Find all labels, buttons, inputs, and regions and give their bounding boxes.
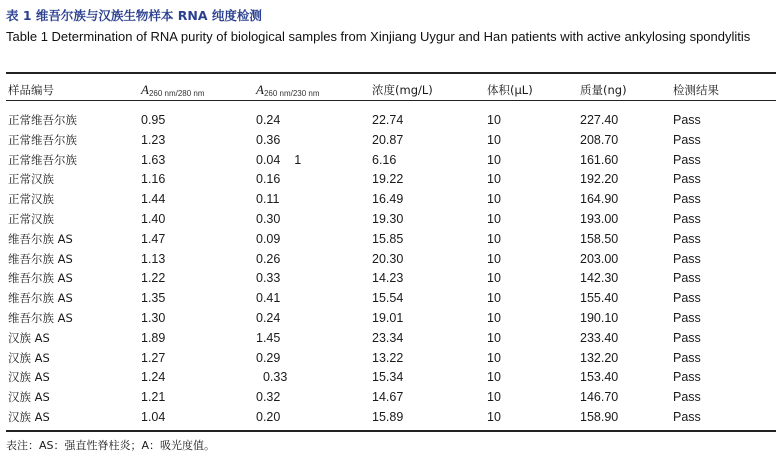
cell-sample-id: 正常汉族 [8, 212, 54, 226]
cell-a260-280: 1.23 [141, 132, 166, 147]
cell-result: Pass [673, 311, 701, 325]
cell-a260-280: 1.13 [141, 251, 166, 266]
cell-volume: 10 [487, 192, 501, 207]
cell-sample-id: 正常维吾尔族 [8, 113, 77, 127]
cell-concentration: 20.30 [372, 251, 404, 266]
cell-sample-id: 维吾尔族 AS [8, 251, 73, 266]
cell-a260-280: 1.22 [141, 271, 166, 286]
cell-mass: 158.50 [580, 231, 619, 246]
cell-a260-230: 0.29 [256, 350, 281, 365]
cell-concentration: 16.49 [372, 192, 404, 207]
cell-sample-id: 正常维吾尔族 [8, 132, 77, 147]
cell-a260-230: 0.30 [256, 212, 281, 226]
table-row [0, 268, 782, 288]
cell-mass: 193.00 [580, 212, 619, 226]
cell-a260-230: 0.04 1 [256, 152, 302, 167]
table-row [0, 288, 782, 308]
cell-volume: 10 [487, 251, 501, 266]
cell-sample-id: 正常维吾尔族 [8, 152, 77, 167]
cell-a260-280: 0.95 [141, 113, 166, 127]
cell-mass: 227.40 [580, 113, 619, 127]
cell-result: Pass [673, 212, 701, 226]
cell-result: Pass [673, 172, 701, 187]
table-row [0, 308, 782, 328]
cell-result: Pass [673, 192, 701, 207]
table-row [0, 110, 782, 130]
cell-mass: 192.20 [580, 172, 619, 187]
header-result: 检测结果 [673, 83, 719, 97]
cell-concentration: 15.54 [372, 291, 404, 306]
cell-volume: 10 [487, 350, 501, 365]
header-mass: 质量(ng) [580, 83, 627, 97]
cell-concentration: 14.23 [372, 271, 404, 286]
cell-sample-id: 维吾尔族 AS [8, 311, 73, 325]
cell-concentration: 23.34 [372, 330, 404, 345]
cell-sample-id: 汉族 AS [8, 390, 50, 405]
header-a260-280-letter: A [141, 82, 149, 97]
cell-a260-280: 1.63 [141, 152, 166, 167]
cell-a260-280: 1.24 [141, 370, 166, 385]
header-concentration: 浓度(mg/L) [372, 83, 433, 97]
table-caption-cn: 表 1 维吾尔族与汉族生物样本 RNA 纯度检测 [6, 8, 262, 23]
cell-mass: 203.00 [580, 251, 619, 266]
cell-result: Pass [673, 370, 701, 385]
table-caption-en: Table 1 Determination of RNA purity of biological samples from Xinjiang Uygur and Han patients with active ankylosing spondylitis [6, 29, 751, 44]
cell-volume: 10 [487, 132, 501, 147]
table-row [0, 367, 782, 387]
table-row [0, 169, 782, 189]
table-row [0, 130, 782, 150]
table-row [0, 328, 782, 348]
header-a260-230-subscript: 260 nm/230 nm [263, 89, 320, 98]
cell-a260-230: 0.36 [256, 132, 281, 147]
cell-volume: 10 [487, 152, 501, 167]
cell-volume: 10 [487, 271, 501, 286]
cell-a260-230: 0.33 [256, 271, 281, 286]
cell-result: Pass [673, 132, 701, 147]
cell-volume: 10 [487, 410, 501, 424]
cell-sample-id: 维吾尔族 AS [8, 271, 73, 286]
table-row [0, 189, 782, 209]
cell-mass: 164.90 [580, 192, 619, 207]
cell-volume: 10 [487, 113, 501, 127]
table-header-row [0, 80, 782, 100]
header-a260-230-letter: A [256, 82, 264, 97]
table-row [0, 209, 782, 229]
cell-result: Pass [673, 410, 701, 424]
header-a260-280-subscript: 260 nm/280 nm [148, 89, 205, 98]
cell-a260-230: 0.32 [256, 390, 281, 405]
cell-result: Pass [673, 291, 701, 306]
cell-volume: 10 [487, 172, 501, 187]
cell-a260-230: 0.41 [256, 291, 281, 306]
cell-sample-id: 维吾尔族 AS [8, 291, 73, 306]
cell-a260-230: 1.45 [256, 330, 281, 345]
table-footnote: 表注：AS：强直性脊柱炎；A：吸光度值。 [6, 439, 216, 452]
cell-volume: 10 [487, 370, 501, 385]
cell-a260-230: 0.09 [256, 231, 281, 246]
cell-a260-280: 1.89 [141, 330, 166, 345]
table-row [0, 348, 782, 368]
cell-a260-280: 1.04 [141, 410, 166, 424]
header-volume: 体积(µL) [487, 83, 533, 97]
cell-mass: 161.60 [580, 152, 619, 167]
table-row [0, 387, 782, 407]
cell-result: Pass [673, 231, 701, 246]
cell-a260-280: 1.30 [141, 311, 166, 325]
cell-sample-id: 正常汉族 [8, 192, 54, 207]
table-row [0, 150, 782, 170]
cell-mass: 208.70 [580, 132, 619, 147]
table-row [0, 249, 782, 269]
table-header-rule [6, 100, 776, 101]
table-row [0, 407, 782, 427]
table-bottom-rule [6, 430, 776, 432]
cell-mass: 142.30 [580, 271, 619, 286]
cell-concentration: 22.74 [372, 113, 404, 127]
cell-volume: 10 [487, 291, 501, 306]
cell-mass: 153.40 [580, 370, 619, 385]
table-top-rule [6, 72, 776, 74]
cell-result: Pass [673, 113, 701, 127]
cell-a260-230: 0.20 [256, 410, 281, 424]
cell-mass: 233.40 [580, 330, 619, 345]
cell-concentration: 15.89 [372, 410, 404, 424]
cell-a260-230: 0.24 [256, 113, 281, 127]
cell-concentration: 19.01 [372, 311, 404, 325]
cell-volume: 10 [487, 212, 501, 226]
cell-result: Pass [673, 330, 701, 345]
cell-a260-280: 1.44 [141, 192, 166, 207]
cell-mass: 132.20 [580, 350, 619, 365]
cell-concentration: 19.22 [372, 172, 404, 187]
cell-concentration: 6.16 [372, 152, 397, 167]
cell-concentration: 19.30 [372, 212, 404, 226]
header-sample-id: 样品编号 [8, 83, 54, 97]
cell-volume: 10 [487, 311, 501, 325]
cell-a260-280: 1.21 [141, 390, 166, 405]
cell-sample-id: 汉族 AS [8, 410, 50, 424]
cell-a260-280: 1.40 [141, 212, 166, 226]
cell-mass: 190.10 [580, 311, 619, 325]
cell-a260-230: 0.33 [256, 370, 288, 385]
table-row [0, 229, 782, 249]
cell-a260-280: 1.47 [141, 231, 166, 246]
cell-a260-280: 1.16 [141, 172, 166, 187]
cell-volume: 10 [487, 390, 501, 405]
cell-result: Pass [673, 251, 701, 266]
cell-sample-id: 正常汉族 [8, 172, 54, 187]
cell-sample-id: 汉族 AS [8, 330, 50, 345]
cell-result: Pass [673, 350, 701, 365]
cell-concentration: 15.85 [372, 231, 404, 246]
cell-mass: 158.90 [580, 410, 619, 424]
cell-volume: 10 [487, 330, 501, 345]
cell-mass: 146.70 [580, 390, 619, 405]
cell-result: Pass [673, 152, 701, 167]
cell-a260-230: 0.16 [256, 172, 281, 187]
cell-sample-id: 汉族 AS [8, 370, 50, 385]
cell-concentration: 15.34 [372, 370, 404, 385]
cell-result: Pass [673, 271, 701, 286]
cell-concentration: 14.67 [372, 390, 404, 405]
cell-sample-id: 维吾尔族 AS [8, 231, 73, 246]
cell-concentration: 13.22 [372, 350, 404, 365]
cell-a260-280: 1.35 [141, 291, 166, 306]
cell-a260-230: 0.24 [256, 311, 281, 325]
cell-concentration: 20.87 [372, 132, 404, 147]
cell-a260-280: 1.27 [141, 350, 166, 365]
cell-mass: 155.40 [580, 291, 619, 306]
cell-a260-230: 0.26 [256, 251, 281, 266]
cell-volume: 10 [487, 231, 501, 246]
cell-sample-id: 汉族 AS [8, 350, 50, 365]
cell-result: Pass [673, 390, 701, 405]
cell-a260-230: 0.11 [256, 192, 280, 207]
